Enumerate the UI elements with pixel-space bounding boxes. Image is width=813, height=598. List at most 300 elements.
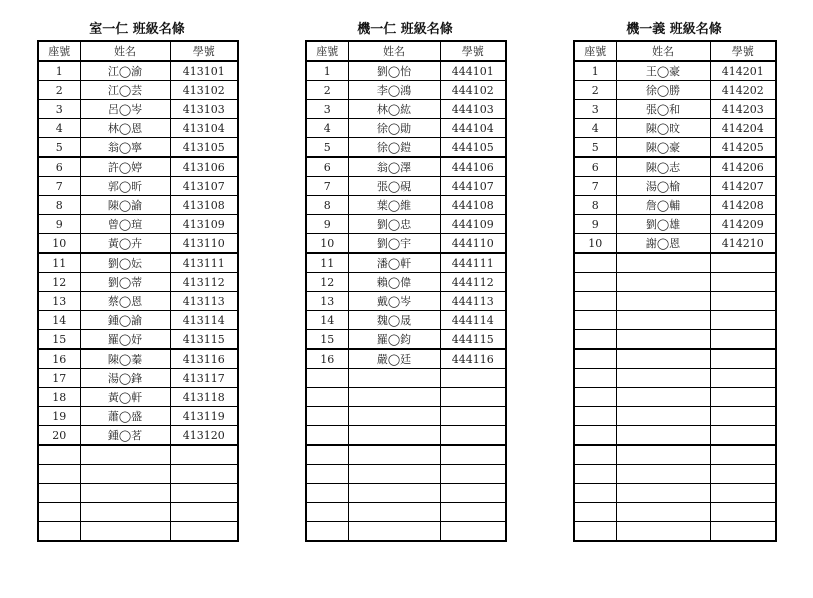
student-id-cell: 444108: [440, 196, 506, 215]
name-cell: [348, 388, 440, 407]
seat-cell: 17: [38, 369, 80, 388]
student-id-cell: 444110: [440, 234, 506, 254]
header-row: [574, 41, 776, 61]
table-row: [38, 119, 238, 138]
student-id-cell: 413101: [170, 61, 238, 81]
student-id-cell: [440, 388, 506, 407]
student-id-cell: 413103: [170, 100, 238, 119]
name-cell: 許◯婷: [80, 157, 170, 177]
seat-cell: [574, 484, 616, 503]
seat-cell: [574, 503, 616, 522]
student-id-cell: [170, 465, 238, 484]
student-id-cell: 413115: [170, 330, 238, 350]
name-cell: [80, 445, 170, 465]
name-cell: [80, 522, 170, 542]
student-id-cell: 414210: [710, 234, 776, 254]
student-id-cell: [710, 369, 776, 388]
table-row: [38, 349, 238, 369]
name-cell: [616, 349, 710, 369]
seat-cell: 8: [574, 196, 616, 215]
seat-cell: [306, 484, 348, 503]
table-row: [306, 196, 506, 215]
seat-cell: 9: [38, 215, 80, 234]
table-row: [306, 311, 506, 330]
seat-cell: [574, 426, 616, 446]
student-id-cell: 413108: [170, 196, 238, 215]
name-cell: 羅◯妤: [80, 330, 170, 350]
seat-cell: 13: [306, 292, 348, 311]
seat-cell: [306, 503, 348, 522]
name-cell: 湯◯榆: [616, 177, 710, 196]
name-cell: 郭◯昕: [80, 177, 170, 196]
table-row: [38, 311, 238, 330]
student-id-cell: 444109: [440, 215, 506, 234]
table-row: [38, 100, 238, 119]
name-cell: 江◯渝: [80, 61, 170, 81]
student-id-cell: 414201: [710, 61, 776, 81]
student-id-header: 學號: [710, 41, 776, 61]
name-cell: 詹◯輔: [616, 196, 710, 215]
empty-row: [306, 465, 506, 484]
empty-row: [574, 253, 776, 273]
empty-row: [574, 484, 776, 503]
student-id-cell: 414204: [710, 119, 776, 138]
seat-cell: 3: [574, 100, 616, 119]
student-id-cell: [440, 369, 506, 388]
seat-cell: 5: [574, 138, 616, 158]
seat-cell: 14: [38, 311, 80, 330]
seat-cell: 12: [38, 273, 80, 292]
seat-cell: [574, 522, 616, 542]
empty-row: [38, 503, 238, 522]
table-row: [306, 292, 506, 311]
table-row: [38, 253, 238, 273]
seat-cell: 6: [38, 157, 80, 177]
empty-row: [574, 445, 776, 465]
empty-row: [38, 445, 238, 465]
seat-cell: 2: [306, 81, 348, 100]
name-cell: [348, 407, 440, 426]
name-cell: 蔡◯恩: [80, 292, 170, 311]
student-id-cell: [710, 445, 776, 465]
student-id-cell: 444114: [440, 311, 506, 330]
seat-cell: [574, 253, 616, 273]
name-cell: 林◯紘: [348, 100, 440, 119]
seat-cell: [38, 465, 80, 484]
table-row: [306, 177, 506, 196]
name-cell: 魏◯晟: [348, 311, 440, 330]
table-row: [574, 196, 776, 215]
empty-row: [574, 349, 776, 369]
table-row: [306, 253, 506, 273]
student-id-cell: 414202: [710, 81, 776, 100]
student-id-cell: 414206: [710, 157, 776, 177]
seat-cell: [306, 465, 348, 484]
name-cell: 李◯鴻: [348, 81, 440, 100]
table-row: [38, 138, 238, 158]
empty-row: [306, 445, 506, 465]
student-id-cell: 413113: [170, 292, 238, 311]
student-id-cell: 413119: [170, 407, 238, 426]
seat-cell: [574, 465, 616, 484]
table-row: [306, 215, 506, 234]
student-id-cell: [710, 349, 776, 369]
table-row: [574, 215, 776, 234]
table-row: [306, 349, 506, 369]
seat-cell: 10: [306, 234, 348, 254]
name-cell: [616, 388, 710, 407]
seat-cell: [38, 484, 80, 503]
seat-cell: [574, 407, 616, 426]
seat-cell: 1: [38, 61, 80, 81]
name-cell: 徐◯鎧: [348, 138, 440, 158]
student-id-cell: 413112: [170, 273, 238, 292]
seat-cell: [574, 349, 616, 369]
seat-header: 座號: [38, 41, 80, 61]
name-cell: 葉◯維: [348, 196, 440, 215]
seat-cell: 16: [306, 349, 348, 369]
table-row: [306, 138, 506, 158]
seat-cell: [306, 407, 348, 426]
table-row: [306, 273, 506, 292]
table-row: [38, 273, 238, 292]
seat-cell: [574, 273, 616, 292]
roster-table: [37, 40, 239, 542]
name-cell: [80, 503, 170, 522]
name-cell: [348, 369, 440, 388]
student-id-cell: 413106: [170, 157, 238, 177]
student-id-cell: 414209: [710, 215, 776, 234]
table-row: [38, 407, 238, 426]
empty-row: [306, 426, 506, 446]
student-id-header: 學號: [170, 41, 238, 61]
table-row: [38, 330, 238, 350]
seat-cell: 2: [38, 81, 80, 100]
student-id-cell: [710, 426, 776, 446]
name-cell: 劉◯蒂: [80, 273, 170, 292]
name-cell: 張◯和: [616, 100, 710, 119]
name-header: 姓名: [80, 41, 170, 61]
seat-cell: 8: [306, 196, 348, 215]
name-cell: [616, 465, 710, 484]
empty-row: [574, 407, 776, 426]
name-cell: 黃◯軒: [80, 388, 170, 407]
name-header: 姓名: [348, 41, 440, 61]
student-id-cell: [710, 330, 776, 350]
student-id-cell: 444107: [440, 177, 506, 196]
student-id-cell: [440, 426, 506, 446]
seat-cell: 9: [306, 215, 348, 234]
empty-row: [574, 330, 776, 350]
empty-row: [38, 522, 238, 542]
student-id-cell: 414207: [710, 177, 776, 196]
student-id-cell: [710, 253, 776, 273]
name-cell: 蕭◯盛: [80, 407, 170, 426]
class-roster-3: [573, 20, 775, 542]
table-row: [574, 61, 776, 81]
name-cell: 陳◯諭: [80, 196, 170, 215]
name-cell: 湯◯鋒: [80, 369, 170, 388]
seat-cell: 9: [574, 215, 616, 234]
roster-title: 機一仁 班級名條: [357, 22, 453, 37]
student-id-cell: [710, 522, 776, 542]
class-roster-1: [37, 20, 237, 542]
table-row: [306, 61, 506, 81]
seat-cell: 20: [38, 426, 80, 446]
table-row: [574, 234, 776, 254]
student-id-cell: 444116: [440, 349, 506, 369]
seat-cell: 10: [38, 234, 80, 254]
empty-row: [574, 388, 776, 407]
seat-cell: 4: [38, 119, 80, 138]
seat-cell: [574, 388, 616, 407]
name-cell: [616, 426, 710, 446]
table-row: [574, 177, 776, 196]
seat-cell: [306, 369, 348, 388]
table-row: [38, 81, 238, 100]
student-id-cell: 414208: [710, 196, 776, 215]
seat-cell: 11: [38, 253, 80, 273]
table-row: [38, 369, 238, 388]
name-cell: [616, 369, 710, 388]
seat-cell: 7: [306, 177, 348, 196]
seat-cell: 8: [38, 196, 80, 215]
name-cell: [616, 273, 710, 292]
table-row: [306, 234, 506, 254]
student-id-cell: 413117: [170, 369, 238, 388]
seat-cell: 5: [306, 138, 348, 158]
table-row: [38, 177, 238, 196]
seat-cell: 6: [306, 157, 348, 177]
seat-cell: 4: [306, 119, 348, 138]
empty-row: [574, 522, 776, 542]
student-id-cell: 413110: [170, 234, 238, 254]
seat-cell: 11: [306, 253, 348, 273]
name-cell: [80, 484, 170, 503]
student-id-cell: 414203: [710, 100, 776, 119]
seat-header: 座號: [574, 41, 616, 61]
seat-cell: 5: [38, 138, 80, 158]
table-row: [38, 426, 238, 446]
seat-cell: 7: [38, 177, 80, 196]
empty-row: [306, 484, 506, 503]
table-row: [306, 157, 506, 177]
student-id-header: 學號: [440, 41, 506, 61]
name-cell: [616, 311, 710, 330]
table-row: [574, 119, 776, 138]
seat-cell: 6: [574, 157, 616, 177]
student-id-cell: [440, 465, 506, 484]
student-id-cell: [440, 503, 506, 522]
table-row: [38, 292, 238, 311]
empty-row: [574, 311, 776, 330]
name-cell: 謝◯恩: [616, 234, 710, 254]
student-id-cell: 413118: [170, 388, 238, 407]
name-cell: [348, 426, 440, 446]
name-cell: [616, 407, 710, 426]
student-id-cell: 413107: [170, 177, 238, 196]
seat-cell: 1: [306, 61, 348, 81]
roster-title: 室一仁 班級名條: [89, 22, 185, 37]
table-row: [306, 119, 506, 138]
seat-cell: [574, 369, 616, 388]
student-id-cell: 414205: [710, 138, 776, 158]
empty-row: [574, 503, 776, 522]
name-cell: [616, 445, 710, 465]
roster-body: [574, 61, 776, 541]
seat-cell: 3: [306, 100, 348, 119]
empty-row: [574, 292, 776, 311]
student-id-cell: 444104: [440, 119, 506, 138]
roster-body: [306, 61, 506, 541]
seat-cell: [306, 445, 348, 465]
name-cell: 劉◯怡: [348, 61, 440, 81]
name-header: 姓名: [616, 41, 710, 61]
student-id-cell: 444103: [440, 100, 506, 119]
empty-row: [574, 369, 776, 388]
name-cell: [616, 503, 710, 522]
roster-title: 機一義 班級名條: [626, 22, 722, 37]
name-cell: [348, 522, 440, 542]
empty-row: [574, 426, 776, 446]
seat-cell: [574, 330, 616, 350]
student-id-cell: [710, 465, 776, 484]
student-id-cell: 413102: [170, 81, 238, 100]
student-id-cell: 413104: [170, 119, 238, 138]
class-roster-2: [305, 20, 505, 542]
seat-cell: [306, 426, 348, 446]
seat-cell: 13: [38, 292, 80, 311]
name-cell: 嚴◯廷: [348, 349, 440, 369]
student-id-cell: [710, 484, 776, 503]
student-id-cell: 413111: [170, 253, 238, 273]
name-cell: 王◯豪: [616, 61, 710, 81]
name-cell: 江◯芸: [80, 81, 170, 100]
student-id-cell: 444101: [440, 61, 506, 81]
table-row: [574, 81, 776, 100]
seat-cell: 7: [574, 177, 616, 196]
seat-cell: 10: [574, 234, 616, 254]
seat-cell: [38, 445, 80, 465]
empty-row: [38, 484, 238, 503]
student-id-cell: [710, 273, 776, 292]
name-cell: 張◯硯: [348, 177, 440, 196]
name-cell: [80, 465, 170, 484]
header-row: [38, 41, 238, 61]
roster-table: [305, 40, 507, 542]
table-row: [306, 81, 506, 100]
name-cell: [348, 484, 440, 503]
student-id-cell: 413109: [170, 215, 238, 234]
table-row: [574, 100, 776, 119]
seat-cell: 14: [306, 311, 348, 330]
name-cell: 黃◯卉: [80, 234, 170, 254]
name-cell: [616, 330, 710, 350]
empty-row: [306, 407, 506, 426]
student-id-cell: [170, 522, 238, 542]
student-id-cell: [710, 388, 776, 407]
student-id-cell: 444111: [440, 253, 506, 273]
student-id-cell: [710, 292, 776, 311]
seat-cell: 1: [574, 61, 616, 81]
seat-cell: 19: [38, 407, 80, 426]
table-row: [38, 61, 238, 81]
roster-table: [573, 40, 777, 542]
empty-row: [306, 369, 506, 388]
table-row: [38, 196, 238, 215]
name-cell: 劉◯宇: [348, 234, 440, 254]
name-cell: 曾◯瑄: [80, 215, 170, 234]
name-cell: 陳◯志: [616, 157, 710, 177]
seat-cell: 12: [306, 273, 348, 292]
seat-cell: [306, 522, 348, 542]
student-id-cell: [170, 484, 238, 503]
student-id-cell: [440, 445, 506, 465]
name-cell: [616, 292, 710, 311]
seat-cell: 16: [38, 349, 80, 369]
seat-cell: [306, 388, 348, 407]
seat-cell: 2: [574, 81, 616, 100]
seat-cell: [38, 522, 80, 542]
name-cell: 羅◯鈞: [348, 330, 440, 350]
name-cell: 賴◯偉: [348, 273, 440, 292]
table-row: [574, 138, 776, 158]
empty-row: [38, 465, 238, 484]
student-id-cell: [440, 407, 506, 426]
table-row: [38, 388, 238, 407]
name-cell: 徐◯勝: [616, 81, 710, 100]
empty-row: [306, 388, 506, 407]
table-row: [306, 100, 506, 119]
name-cell: 翁◯寧: [80, 138, 170, 158]
name-cell: 劉◯妘: [80, 253, 170, 273]
student-id-cell: 413120: [170, 426, 238, 446]
seat-header: 座號: [306, 41, 348, 61]
name-cell: 劉◯雄: [616, 215, 710, 234]
name-cell: 戴◯岑: [348, 292, 440, 311]
name-cell: 陳◯豪: [616, 138, 710, 158]
seat-cell: 18: [38, 388, 80, 407]
seat-cell: 15: [306, 330, 348, 350]
student-id-cell: 444115: [440, 330, 506, 350]
seat-cell: 4: [574, 119, 616, 138]
student-id-cell: 444112: [440, 273, 506, 292]
header-row: [306, 41, 506, 61]
seat-cell: [574, 292, 616, 311]
name-cell: 劉◯忠: [348, 215, 440, 234]
empty-row: [306, 503, 506, 522]
empty-row: [306, 522, 506, 542]
name-cell: 呂◯岑: [80, 100, 170, 119]
table-row: [306, 330, 506, 350]
student-id-cell: 444105: [440, 138, 506, 158]
name-cell: [348, 445, 440, 465]
name-cell: [616, 522, 710, 542]
student-id-cell: [710, 503, 776, 522]
empty-row: [574, 273, 776, 292]
student-id-cell: 413105: [170, 138, 238, 158]
table-row: [38, 157, 238, 177]
seat-cell: [574, 311, 616, 330]
roster-body: [38, 61, 238, 541]
student-id-cell: 444102: [440, 81, 506, 100]
student-id-cell: 413116: [170, 349, 238, 369]
name-cell: 鍾◯茗: [80, 426, 170, 446]
seat-cell: [38, 503, 80, 522]
student-id-cell: [710, 311, 776, 330]
name-cell: [616, 253, 710, 273]
student-id-cell: [710, 407, 776, 426]
